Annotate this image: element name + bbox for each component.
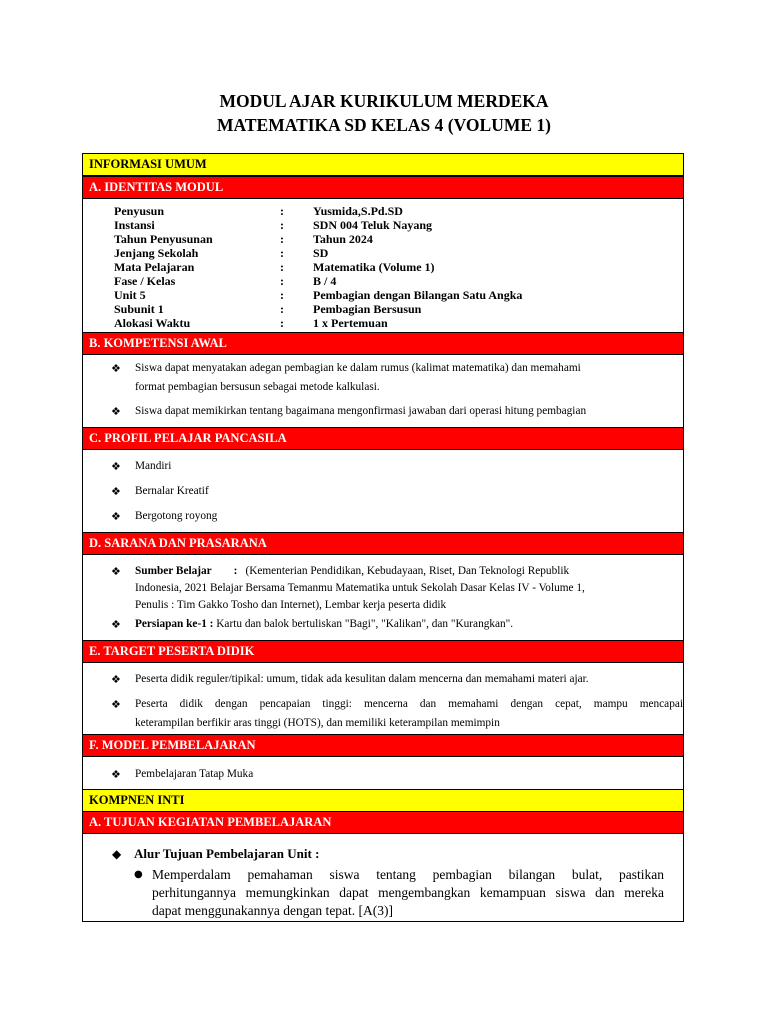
list-item xyxy=(134,866,664,920)
identitas-colon: : xyxy=(280,204,284,218)
sumber-belajar-colon: : xyxy=(233,565,238,577)
identitas-label: Fase / Kelas xyxy=(114,274,176,288)
identitas-label: Subunit 1 xyxy=(114,302,164,316)
identitas-label: Jenjang Sekolah xyxy=(114,246,199,260)
identitas-value: Pembagian Bersusun xyxy=(313,302,422,316)
persiapan-label: Persiapan ke-1 : xyxy=(135,618,214,630)
kompetensi-item1-line1: Siswa dapat menyatakan adegan pembagian ke dalam rumus (kalimat matematika) dan memahami xyxy=(135,362,581,374)
document-title-line1: MODUL AJAR KURIKULUM MERDEKA xyxy=(219,91,549,111)
kompetensi-item2: Siswa dapat memikirkan tentang bagaimana mengonfirmasi jawaban dari operasi hitung pembagian xyxy=(135,405,587,417)
diamond-solid-icon: ◆ xyxy=(112,847,122,861)
identitas-colon: : xyxy=(280,302,284,316)
profil-item: Bergotong royong xyxy=(135,510,218,522)
target-item2-line1: Peserta didik dengan pencapaian tinggi: mencerna dan memahami dengan cepat, mampu mencapai xyxy=(135,698,683,710)
section-profil-pelajar-pancasila: C. PROFIL PELAJAR PANCASILA xyxy=(83,427,683,450)
tujuan-line1: Memperdalam pemahaman siswa tentang pembagian bilangan bulat, pastikan xyxy=(152,867,664,882)
diamond-bullet-icon: ❖ xyxy=(111,618,121,631)
dot-bullet-icon: ● xyxy=(134,869,143,880)
sumber-belajar-line2: Indonesia, 2021 Belajar Bersama Temanmu Matematika untuk Sekolah Dasar Kelas IV - Volume 1, xyxy=(135,582,585,594)
diamond-bullet-icon: ❖ xyxy=(111,362,121,375)
tujuan-line3: dapat menggunakannya dengan tepat. [A(3)] xyxy=(152,903,394,918)
sumber-belajar-line1: (Kementerian Pendidikan, Kebudayaan, Riset, Dan Teknologi Republik xyxy=(245,565,570,577)
persiapan-text: Kartu dan balok bertuliskan "Bagi", "Kalikan", dan "Kurangkan". xyxy=(213,618,514,630)
diamond-bullet-icon: ❖ xyxy=(111,673,121,686)
identitas-label: Mata Pelajaran xyxy=(114,260,195,274)
profil-item: Bernalar Kreatif xyxy=(135,485,209,497)
identitas-value: B / 4 xyxy=(313,274,337,288)
diamond-bullet-icon: ❖ xyxy=(111,460,121,473)
identitas-value: Tahun 2024 xyxy=(313,232,373,246)
identitas-colon: : xyxy=(280,260,284,274)
identitas-colon: : xyxy=(280,274,284,288)
identitas-label: Alokasi Waktu xyxy=(114,316,191,330)
diamond-bullet-icon: ❖ xyxy=(111,485,121,498)
target-item1: Peserta didik reguler/tipikal: umum, tidak ada kesulitan dalam mencerna dan memahami materi ajar. xyxy=(135,673,589,685)
section-komponen-inti: KOMPNEN INTI xyxy=(83,789,683,812)
section-identitas-modul: A. IDENTITAS MODUL xyxy=(83,176,683,199)
tujuan-heading xyxy=(112,845,319,863)
identitas-colon: : xyxy=(280,288,284,302)
identitas-value: SDN 004 Teluk Nayang xyxy=(313,218,433,232)
kompetensi-item1-line2: format pembagian bersusun sebagai metode kalkulasi. xyxy=(135,381,380,393)
diamond-bullet-icon: ❖ xyxy=(111,565,121,578)
diamond-bullet-icon: ❖ xyxy=(111,510,121,523)
identitas-value: SD xyxy=(313,246,329,260)
identitas-colon: : xyxy=(280,246,284,260)
identitas-label: Instansi xyxy=(114,218,155,232)
target-item2-line2: keterampilan berfikir aras tinggi (HOTS), dan memiliki keterampilan memimpin xyxy=(135,717,500,729)
identitas-value: Matematika (Volume 1) xyxy=(313,260,435,274)
identitas-colon: : xyxy=(280,232,284,246)
identitas-colon: : xyxy=(280,316,284,330)
document-title-line2: MATEMATIKA SD KELAS 4 (VOLUME 1) xyxy=(217,115,551,135)
section-target-peserta-didik: E. TARGET PESERTA DIDIK xyxy=(83,640,683,663)
diamond-bullet-icon: ❖ xyxy=(111,768,121,781)
identitas-label: Penyusun xyxy=(114,204,165,218)
section-model-pembelajaran: F. MODEL PEMBELAJARAN xyxy=(83,734,683,757)
diamond-bullet-icon: ❖ xyxy=(111,405,121,418)
section-informasi-umum: INFORMASI UMUM xyxy=(83,153,683,176)
tujuan-heading-text: Alur Tujuan Pembelajaran Unit : xyxy=(134,846,320,861)
identitas-label: Unit 5 xyxy=(114,288,146,302)
identitas-label: Tahun Penyusunan xyxy=(114,232,213,246)
identitas-value: Pembagian dengan Bilangan Satu Angka xyxy=(313,288,523,302)
diamond-bullet-icon: ❖ xyxy=(111,698,121,711)
profil-item: Mandiri xyxy=(135,460,172,472)
identitas-colon: : xyxy=(280,218,284,232)
sumber-belajar-label: Sumber Belajar xyxy=(135,565,212,577)
section-kompetensi-awal: B. KOMPETENSI AWAL xyxy=(83,332,683,355)
identitas-value: Yusmida,S.Pd.SD xyxy=(313,204,403,218)
sumber-belajar-line3: Penulis : Tim Gakko Tosho dan Internet), Lembar kerja peserta didik xyxy=(135,599,447,611)
section-tujuan-kegiatan: A. TUJUAN KEGIATAN PEMBELAJARAN xyxy=(83,811,683,834)
section-sarana-prasarana: D. SARANA DAN PRASARANA xyxy=(83,532,683,555)
model-item1: Pembelajaran Tatap Muka xyxy=(135,768,254,780)
identitas-value: 1 x Pertemuan xyxy=(313,316,388,330)
tujuan-line2: perhitungannya memungkinkan dapat mengembangkan kemampuan siswa dan mereka xyxy=(152,885,664,900)
